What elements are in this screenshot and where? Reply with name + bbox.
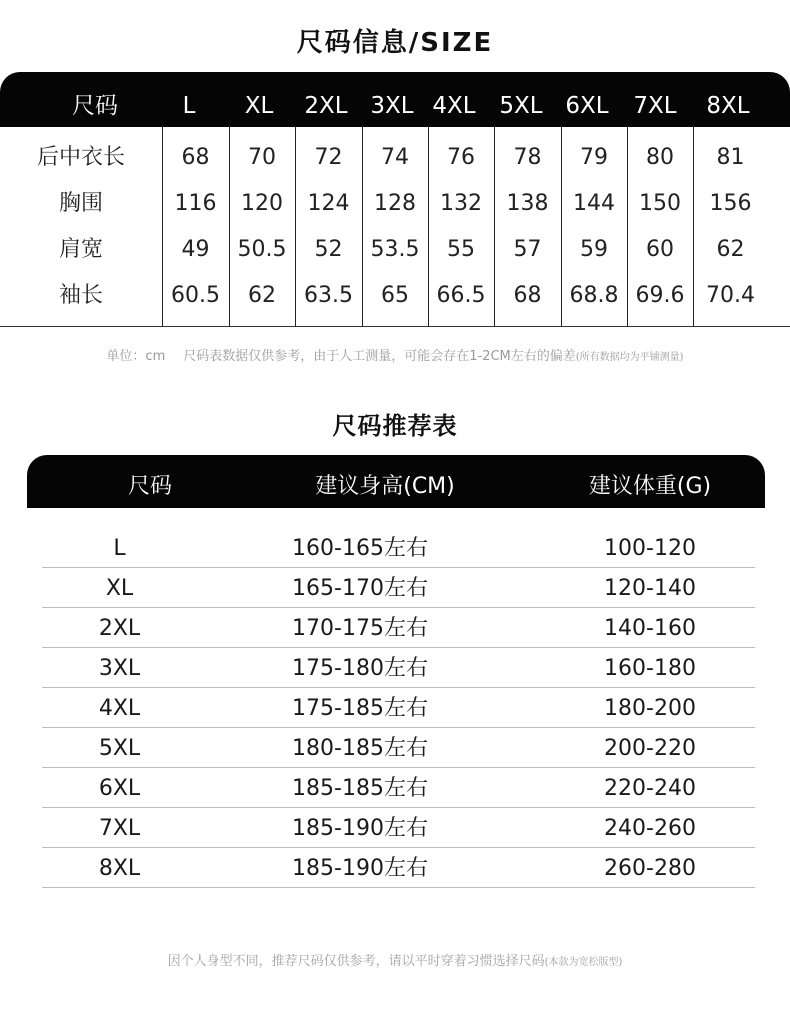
rec-height: 175-185左右 xyxy=(292,696,428,721)
measurement-name: 肩宽 xyxy=(58,237,103,262)
measurement-value: 60 xyxy=(646,237,674,262)
rec-height: 180-185左右 xyxy=(292,736,428,761)
rec-height: 175-180左右 xyxy=(292,656,428,681)
recommendation-row xyxy=(42,847,755,888)
rec-weight: 260-280 xyxy=(604,856,696,881)
rec-header-weight: 建议体重(G) xyxy=(588,474,712,499)
rec-height: 160-165左右 xyxy=(292,536,428,561)
measurement-value: 74 xyxy=(381,145,409,170)
column-divider xyxy=(561,127,562,327)
measurement-value: 70 xyxy=(248,145,276,170)
measurement-value: 50.5 xyxy=(237,237,287,262)
size-table-row xyxy=(0,181,790,227)
rec-weight: 120-140 xyxy=(604,576,696,601)
rec-header-size: 尺码 xyxy=(127,474,172,499)
recommendation-disclaimer: 因个人身型不同，推荐尺码仅供参考，请以平时穿着习惯选择尺码 xyxy=(167,954,545,969)
measurement-value: 150 xyxy=(639,191,681,216)
rec-weight: 200-220 xyxy=(604,736,696,761)
measurement-value: 68.8 xyxy=(569,283,619,308)
column-divider xyxy=(693,127,694,327)
rec-height: 185-190左右 xyxy=(292,856,428,881)
measurement-value: 79 xyxy=(580,145,608,170)
size-table-row xyxy=(0,227,790,273)
rec-weight: 100-120 xyxy=(604,536,696,561)
rec-weight: 220-240 xyxy=(604,776,696,801)
measurement-value: 53.5 xyxy=(370,237,420,262)
measurement-value: 60.5 xyxy=(171,283,220,308)
size-table-header xyxy=(0,72,790,127)
column-divider xyxy=(494,127,495,327)
column-divider xyxy=(229,127,230,327)
rec-size: L xyxy=(113,536,126,561)
size-table-note xyxy=(0,345,790,364)
size-header-2xl: 2XL xyxy=(304,93,348,119)
size-info-title: 尺码信息/SIZE xyxy=(296,28,494,58)
measurement-disclaimer: 尺码表数据仅供参考，由于人工测量，可能会存在1-2CM左右的偏差 xyxy=(183,349,576,364)
recommendation-note xyxy=(0,950,790,969)
recommendation-row xyxy=(42,647,755,688)
measurement-value: 138 xyxy=(506,191,549,216)
size-header-4xl: 4XL xyxy=(432,93,476,119)
size-header-xl: XL xyxy=(244,93,274,119)
column-divider xyxy=(295,127,296,327)
rec-weight: 160-180 xyxy=(604,656,696,681)
rec-height: 185-190左右 xyxy=(292,816,428,841)
measurement-value: 59 xyxy=(580,237,608,262)
rec-size: 6XL xyxy=(98,776,141,801)
recommendation-table-header xyxy=(27,455,765,508)
measurement-value: 116 xyxy=(174,191,217,216)
measurement-value: 57 xyxy=(513,237,542,262)
measurement-value: 72 xyxy=(314,145,343,170)
measurement-value: 78 xyxy=(513,145,542,170)
size-recommendation-title: 尺码推荐表 xyxy=(332,412,458,440)
column-divider xyxy=(162,127,163,327)
measurement-value: 70.4 xyxy=(706,283,755,308)
measurement-value: 76 xyxy=(447,145,475,170)
measurement-name: 袖长 xyxy=(58,283,103,308)
measurement-value: 120 xyxy=(241,191,283,216)
rec-height: 170-175左右 xyxy=(292,616,428,641)
rec-size: 3XL xyxy=(98,656,141,681)
unit-label: 单位：cm xyxy=(106,349,166,364)
size-table-row xyxy=(0,135,790,181)
measurement-value: 68 xyxy=(513,283,542,308)
rec-size: 8XL xyxy=(98,856,141,881)
rec-size: 2XL xyxy=(98,616,141,641)
rec-weight: 240-260 xyxy=(604,816,696,841)
size-table-bottom-line xyxy=(0,326,790,327)
measurement-value: 81 xyxy=(716,145,745,170)
rec-size: 7XL xyxy=(98,816,141,841)
size-header-8xl: 8XL xyxy=(706,93,750,119)
rec-header-height: 建议身高(CM) xyxy=(315,474,455,499)
measurement-value: 80 xyxy=(646,145,674,170)
recommendation-row xyxy=(42,567,755,608)
rec-height: 185-185左右 xyxy=(292,776,428,801)
measurement-method: (所有数据均为平铺测量) xyxy=(575,352,684,363)
rec-size: 4XL xyxy=(98,696,141,721)
measurement-value: 52 xyxy=(314,237,343,262)
size-header-3xl: 3XL xyxy=(370,93,414,119)
size-table-row xyxy=(0,273,790,319)
recommendation-row xyxy=(42,687,755,728)
measurement-value: 144 xyxy=(573,191,615,216)
size-header-6xl: 6XL xyxy=(565,93,609,119)
rec-size: 5XL xyxy=(98,736,141,761)
measurement-value: 62 xyxy=(248,283,276,308)
recommendation-row xyxy=(42,527,755,568)
measurement-value: 49 xyxy=(181,237,210,262)
measurement-value: 128 xyxy=(374,191,416,216)
measurement-name: 胸围 xyxy=(58,191,103,216)
recommendation-row xyxy=(42,807,755,848)
measurement-value: 62 xyxy=(716,237,745,262)
measurement-value: 66.5 xyxy=(436,283,486,308)
column-divider xyxy=(362,127,363,327)
size-header-label: 尺码 xyxy=(72,93,118,119)
size-header-5xl: 5XL xyxy=(499,93,543,119)
measurement-value: 69.6 xyxy=(635,283,685,308)
column-divider xyxy=(627,127,628,327)
column-divider xyxy=(428,127,429,327)
measurement-value: 65 xyxy=(381,283,409,308)
rec-size: XL xyxy=(105,576,134,601)
recommendation-row xyxy=(42,607,755,648)
measurement-value: 68 xyxy=(181,145,210,170)
size-header-l: L xyxy=(182,93,196,119)
measurement-value: 132 xyxy=(440,191,482,216)
rec-height: 165-170左右 xyxy=(292,576,428,601)
rec-weight: 140-160 xyxy=(604,616,696,641)
recommendation-row xyxy=(42,767,755,808)
size-table-body xyxy=(0,127,790,327)
measurement-value: 156 xyxy=(709,191,752,216)
size-header-7xl: 7XL xyxy=(633,93,677,119)
recommendation-row xyxy=(42,727,755,768)
measurement-name: 后中衣长 xyxy=(36,145,125,170)
measurement-value: 63.5 xyxy=(304,283,353,308)
measurement-value: 124 xyxy=(307,191,350,216)
fit-type-note: (本款为宽松版型) xyxy=(544,957,623,968)
rec-weight: 180-200 xyxy=(604,696,696,721)
measurement-value: 55 xyxy=(447,237,475,262)
